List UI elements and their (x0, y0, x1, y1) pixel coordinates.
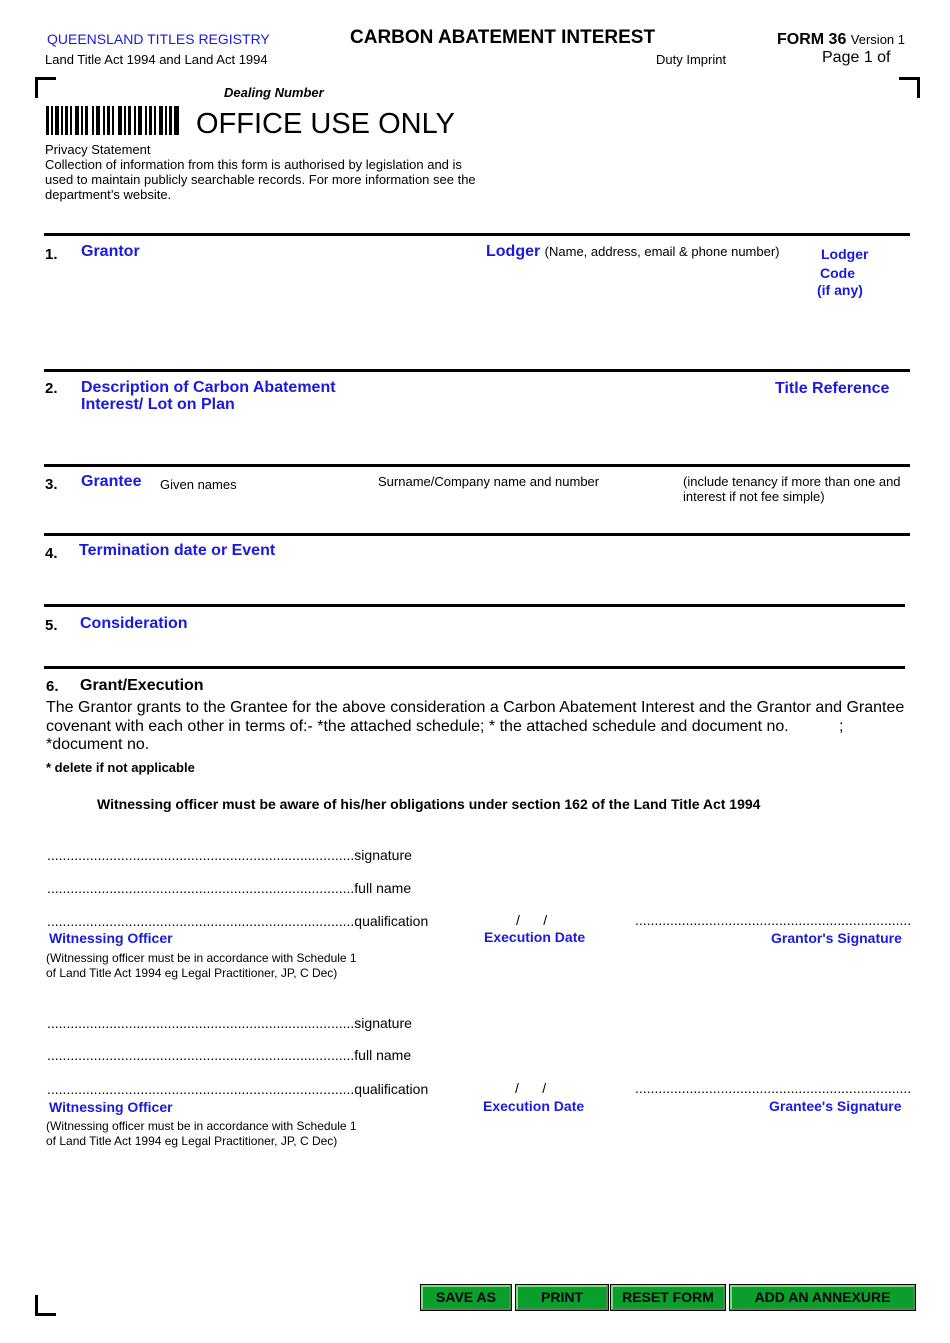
grantor-signature-label: Grantor's Signature (771, 930, 902, 946)
surname-label: Surname/Company name and number (378, 474, 600, 489)
privacy-text-3: department’s website. (45, 187, 172, 202)
grant-execution-heading: Grant/Execution (80, 677, 204, 694)
corner-mark-top-right (899, 77, 920, 98)
dots: ............................................................................... (47, 1047, 355, 1063)
execution-date-2-label: Execution Date (483, 1098, 585, 1114)
consideration-label[interactable]: Consideration (80, 615, 188, 632)
description-label-1[interactable]: Description of Carbon Abatement (81, 379, 336, 396)
lodger-hint: (Name, address, email & phone number) (544, 244, 780, 259)
grant-text-1: The Grantor grants to the Grantee for the above consideration a Carbon Abatement Interest and the Grantor and Grantee (46, 699, 905, 716)
section-3-number: 3. (45, 476, 58, 493)
signature-label: signature (354, 847, 412, 863)
lodger-code-label-1: Lodger (821, 246, 869, 262)
grant-text-2-semicolon: ; (839, 718, 844, 735)
grantee-signature-line[interactable]: ....................................................................... (635, 1080, 912, 1096)
lodger-label[interactable]: Lodger (486, 243, 541, 260)
barcode-icon (46, 106, 180, 135)
corner-mark-bottom-left (35, 1295, 56, 1316)
witness-1-signature-line[interactable] (47, 847, 412, 863)
reset-form-button[interactable]: RESET FORM (611, 1285, 725, 1310)
execution-date-2-field[interactable]: / / (515, 1080, 547, 1096)
section-1-rule (44, 233, 910, 236)
dots: ............................................................................... (47, 1081, 355, 1097)
save-as-button[interactable]: SAVE AS (421, 1285, 511, 1310)
full-name-label: full name (354, 880, 412, 896)
form-number-block (777, 31, 905, 49)
dealing-number-label: Dealing Number (224, 85, 324, 100)
section-4-rule (44, 533, 910, 536)
add-annexure-button[interactable]: ADD AN ANNEXURE (730, 1285, 915, 1310)
witness-1-note-1: (Witnessing officer must be in accordance with Schedule 1 (46, 951, 357, 965)
grantee-label[interactable]: Grantee (81, 473, 142, 490)
grantee-signature-label: Grantee's Signature (769, 1098, 902, 1114)
delete-note: * delete if not applicable (46, 760, 195, 775)
witness-warning: Witnessing officer must be aware of his/her obligations under section 162 of the Land Title Act 1994 (97, 796, 761, 812)
grant-text-2: covenant with each other in terms of:- *the attached schedule; * the attached schedule and document no. (46, 718, 789, 735)
signature-label: signature (354, 1015, 412, 1031)
section-6-rule (44, 666, 905, 669)
section-3-rule (44, 464, 910, 467)
dots: ............................................................................... (47, 1015, 355, 1031)
witness-2-qualification-line[interactable] (47, 1081, 428, 1097)
section-4-number: 4. (45, 545, 58, 562)
section-5-rule (44, 604, 905, 607)
witness-1-full-name-line[interactable] (47, 880, 411, 896)
section-6-number: 6. (46, 678, 59, 695)
page-number: Page 1 of (822, 49, 891, 66)
full-name-label: full name (354, 1047, 412, 1063)
witnessing-officer-1-label: Witnessing Officer (49, 930, 173, 946)
privacy-title: Privacy Statement (45, 142, 151, 157)
witness-2-full-name-line[interactable] (47, 1047, 411, 1063)
registry-name: QUEENSLAND TITLES REGISTRY (47, 31, 270, 47)
tenancy-note-2: interest if not fee simple) (683, 489, 825, 504)
title-reference-label[interactable]: Title Reference (775, 380, 890, 397)
execution-date-1-field[interactable]: / / (516, 912, 548, 928)
office-use-only: OFFICE USE ONLY (196, 108, 455, 140)
corner-mark-top-left (35, 77, 56, 98)
grantor-signature-line[interactable]: ....................................................................... (635, 912, 912, 928)
witness-1-note-2: of Land Title Act 1994 eg Legal Practitioner, JP, C Dec) (46, 966, 338, 980)
dots: ............................................................................... (47, 913, 355, 929)
witness-1-qualification-line[interactable] (47, 913, 428, 929)
privacy-text-1: Collection of information from this form is authorised by legislation and is (45, 157, 462, 172)
dots: ............................................................................... (47, 880, 355, 896)
witness-2-note-2: of Land Title Act 1994 eg Legal Practitioner, JP, C Dec) (46, 1134, 338, 1148)
section-5-number: 5. (45, 617, 58, 634)
witness-2-note-1: (Witnessing officer must be in accordance with Schedule 1 (46, 1119, 357, 1133)
qualification-label: qualification (354, 1081, 429, 1097)
witnessing-officer-2-label: Witnessing Officer (49, 1099, 173, 1115)
section-2-number: 2. (45, 380, 58, 397)
lodger-heading (486, 243, 780, 261)
form-title: CARBON ABATEMENT INTEREST (350, 27, 656, 48)
privacy-text-2: used to maintain publicly searchable records. For more information see the (45, 172, 476, 187)
print-button[interactable]: PRINT (516, 1285, 608, 1310)
grantor-label[interactable]: Grantor (81, 243, 140, 260)
section-2-rule (44, 369, 910, 372)
section-1-number: 1. (45, 246, 58, 263)
given-names-label: Given names (160, 477, 237, 492)
tenancy-note-1: (include tenancy if more than one and (683, 474, 901, 489)
description-label-2: Interest/ Lot on Plan (81, 396, 235, 413)
execution-date-1-label: Execution Date (484, 929, 586, 945)
termination-label[interactable]: Termination date or Event (79, 542, 276, 559)
qualification-label: qualification (354, 913, 429, 929)
dots: ............................................................................... (47, 847, 355, 863)
duty-imprint: Duty Imprint (656, 52, 727, 67)
grant-text-3: *document no. (46, 736, 150, 753)
form-version: Version 1 (850, 32, 905, 47)
lodger-code-label-2: Code (820, 265, 855, 281)
acts-line: Land Title Act 1994 and Land Act 1994 (45, 52, 268, 67)
form-number: FORM 36 (777, 31, 847, 48)
witness-2-signature-line[interactable] (47, 1015, 412, 1031)
lodger-code-label-3: (if any) (817, 282, 863, 298)
